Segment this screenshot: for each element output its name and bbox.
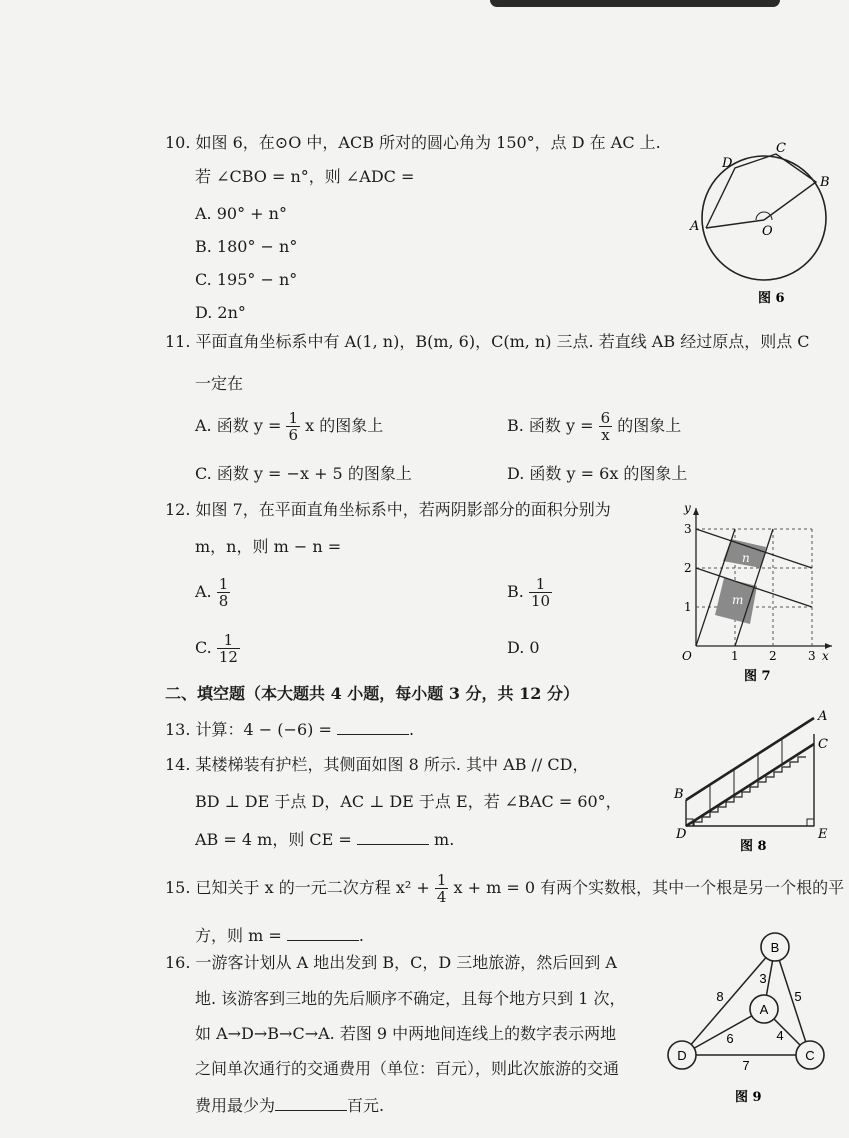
- q16-line4: 之间单次通行的交通费用（单位：百元），则此次旅游的交通: [195, 1059, 620, 1078]
- q16-line2: 地. 该游客到三地的先后顺序不确定，且每个地方只到 1 次，: [195, 989, 626, 1008]
- q16-answer-blank: [275, 1096, 347, 1111]
- q10-line2: 若 ∠CBO = n°，则 ∠ADC =: [195, 167, 415, 186]
- figure-8-stairs: [670, 708, 840, 858]
- q12-option-c: C. $\frac{1}{12}$: [195, 631, 238, 666]
- fig7-caption: 图 7: [744, 669, 771, 684]
- q11-option-b: B. 函数 y = $\frac{6}{x}$ 的图象上: [507, 409, 682, 444]
- figure-6-circle: [680, 140, 840, 310]
- q11-option-a: A. 函数 y = $\frac{1}{6}$ x 的图象上: [195, 409, 384, 444]
- svg-text:A: A: [759, 1002, 769, 1017]
- circle-o: [702, 156, 826, 280]
- fig6-caption: 图 6: [758, 291, 785, 306]
- q10-option-d: D. 2n°: [195, 303, 246, 322]
- q13-text: 13. 计算：4 − (−6) = .: [165, 720, 415, 739]
- svg-text:3: 3: [684, 522, 692, 536]
- q10-line1: 10. 如图 6，在⊙O 中，ACB 所对的圆心角为 150°，点 D 在 AC 上.: [165, 133, 661, 152]
- svg-text:x: x: [822, 649, 829, 663]
- svg-text:D: D: [677, 1048, 687, 1063]
- q12-line1: 12. 如图 7，在平面直角坐标系中，若两阴影部分的面积分别为: [165, 500, 611, 519]
- svg-text:2: 2: [684, 561, 692, 575]
- q12-line2: m，n，则 m − n =: [195, 537, 342, 556]
- fig6-label-o: O: [762, 224, 773, 239]
- q15-answer-blank: [287, 926, 359, 941]
- q14-line1: 14. 某楼梯装有护栏，其侧面如图 8 所示. 其中 AB // CD，: [165, 755, 589, 774]
- q14-line2: BD ⊥ DE 于点 D，AC ⊥ DE 于点 E，若 ∠BAC = 60°，: [195, 792, 622, 811]
- q16-line5: 费用最少为 百元.: [195, 1096, 385, 1115]
- svg-text:6: 6: [726, 1031, 734, 1046]
- stair-line-dc: [686, 744, 814, 826]
- radius-ao: [706, 220, 764, 228]
- q11-line1: 11. 平面直角坐标系中有 A(1, n)，B(m, 6)，C(m, n) 三点. 若直线 AB 经过原点，则点 C: [165, 332, 810, 351]
- q16-line1: 16. 一游客计划从 A 地出发到 B，C，D 三地旅游，然后回到 A: [165, 953, 617, 972]
- svg-text:C: C: [818, 737, 828, 752]
- figure-9-graph: [660, 925, 840, 1115]
- fig9-caption: 图 9: [735, 1090, 762, 1105]
- q14-line3: AB = 4 m，则 CE = m.: [195, 830, 455, 849]
- svg-text:1: 1: [731, 649, 739, 663]
- svg-text:E: E: [818, 827, 828, 842]
- q15-line2: 方，则 m = .: [195, 926, 364, 945]
- svg-text:3: 3: [759, 971, 767, 986]
- svg-text:4: 4: [776, 1028, 784, 1043]
- fig6-label-d: D: [722, 156, 733, 171]
- q11-line2: 一定在: [195, 374, 244, 393]
- q12-option-a: A. $\frac{1}{8}$: [195, 575, 229, 610]
- q11-option-d: D. 函数 y = 6x 的图象上: [507, 464, 688, 483]
- svg-text:1: 1: [684, 600, 692, 614]
- svg-text:n: n: [742, 551, 750, 565]
- q15-line1: 15. 已知关于 x 的一元二次方程 x² + $\frac{1}{4}$ x + m = 0 有两个实数根，其中一个根是另一个根的平: [165, 871, 845, 906]
- svg-text:B: B: [770, 940, 780, 955]
- svg-text:y: y: [684, 501, 691, 515]
- q12-option-b: B. $\frac{1}{10}$: [507, 575, 551, 610]
- fig6-label-b: B: [820, 175, 830, 190]
- fig8-caption: 图 8: [740, 839, 767, 854]
- q10-option-c: C. 195° − n°: [195, 270, 298, 289]
- svg-text:8: 8: [716, 989, 724, 1004]
- q11-option-c: C. 函数 y = −x + 5 的图象上: [195, 464, 412, 483]
- svg-text:2: 2: [769, 649, 777, 663]
- svg-text:A: A: [818, 709, 828, 724]
- q12-option-d: D. 0: [507, 638, 540, 657]
- svg-text:O: O: [682, 649, 692, 663]
- svg-text:B: B: [674, 787, 684, 802]
- q14-answer-blank: [357, 830, 429, 845]
- svg-text:C: C: [805, 1048, 815, 1063]
- svg-text:3: 3: [808, 649, 816, 663]
- fig6-label-c: C: [776, 141, 786, 156]
- page-edge-shadow: [490, 0, 780, 7]
- q13-answer-blank: [337, 720, 409, 735]
- svg-text:7: 7: [742, 1058, 750, 1073]
- fig6-label-a: A: [690, 219, 700, 234]
- section-2-heading: 二、填空题（本大题共 4 小题，每小题 3 分，共 12 分）: [165, 684, 579, 703]
- svg-text:5: 5: [794, 989, 802, 1004]
- figure-7-grid: [672, 500, 842, 690]
- svg-text:m: m: [732, 593, 744, 607]
- q10-option-b: B. 180° − n°: [195, 237, 298, 256]
- q16-line3: 如 A→D→B→C→A. 若图 9 中两地间连线上的数字表示两地: [195, 1024, 617, 1043]
- q10-option-a: A. 90° + n°: [195, 204, 287, 223]
- svg-text:D: D: [676, 827, 687, 842]
